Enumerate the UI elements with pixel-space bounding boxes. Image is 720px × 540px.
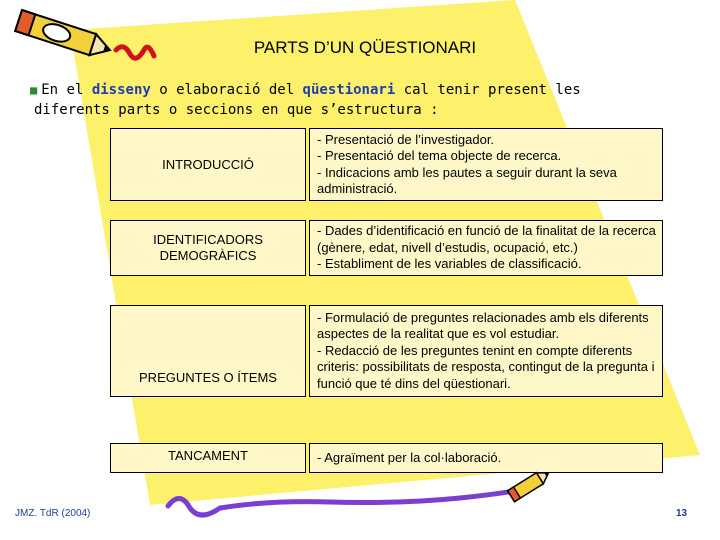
small-pencil-icon: [500, 462, 560, 508]
section-description-text: - Dades d’identificació en funció de la finalitat de la recerca (gènere, edat, nivell d’estudis, ocupació, etc.) - Establiment de les variables de classificació.: [317, 223, 656, 272]
section-name-preguntes: [110, 305, 306, 397]
section-description-text: - Formulació de preguntes relacionades amb els diferents aspectes de la realitat que es vol estudiar. - Redacció de les preguntes tenint en compte diferents criteris: possibilitats de resposta, contingut de la pregunta i funció que té dins del qüestionari.: [317, 309, 655, 391]
page-number: 13: [676, 508, 688, 519]
section-description-identificadors: [309, 220, 663, 276]
section-name-label: IDENTIFICADORS DEMOGRÀFICS: [153, 232, 263, 263]
intro-term-disseny: disseny: [91, 82, 151, 98]
section-name-label: INTRODUCCIÓ: [162, 156, 254, 172]
section-description-tancament: [309, 443, 663, 473]
page-title: PARTS D’UN QÜESTIONARI: [253, 38, 477, 57]
intro-text-3: cal tenir present les diferents parts o seccions en que s’estructura :: [34, 82, 581, 118]
intro-term-questionari: qüestionari: [302, 82, 396, 98]
section-name-introduccio: [110, 128, 306, 201]
section-name-tancament: [110, 443, 306, 473]
section-name-label: PREGUNTES O ÍTEMS: [139, 370, 277, 385]
pencil-icon: [8, 6, 158, 68]
section-name-identificadors: [110, 220, 306, 276]
section-description-introduccio: [309, 128, 663, 201]
section-description-preguntes: [309, 305, 663, 397]
section-name-label: TANCAMENT: [168, 448, 248, 463]
section-description-text: - Presentació de l’investigador. - Presentació del tema objecte de recerca. - Indicacions amb les pautes a seguir durant la seva administració.: [317, 131, 617, 196]
footer-author: JMZ. TdR (2004): [15, 508, 91, 519]
section-description-text: - Agraïment per la col·laboració.: [317, 449, 502, 465]
intro-paragraph: [30, 80, 664, 120]
intro-text-2: o elaboració del: [150, 82, 303, 98]
bullet-icon: ■: [30, 83, 38, 97]
intro-text-1: En el: [41, 82, 92, 98]
